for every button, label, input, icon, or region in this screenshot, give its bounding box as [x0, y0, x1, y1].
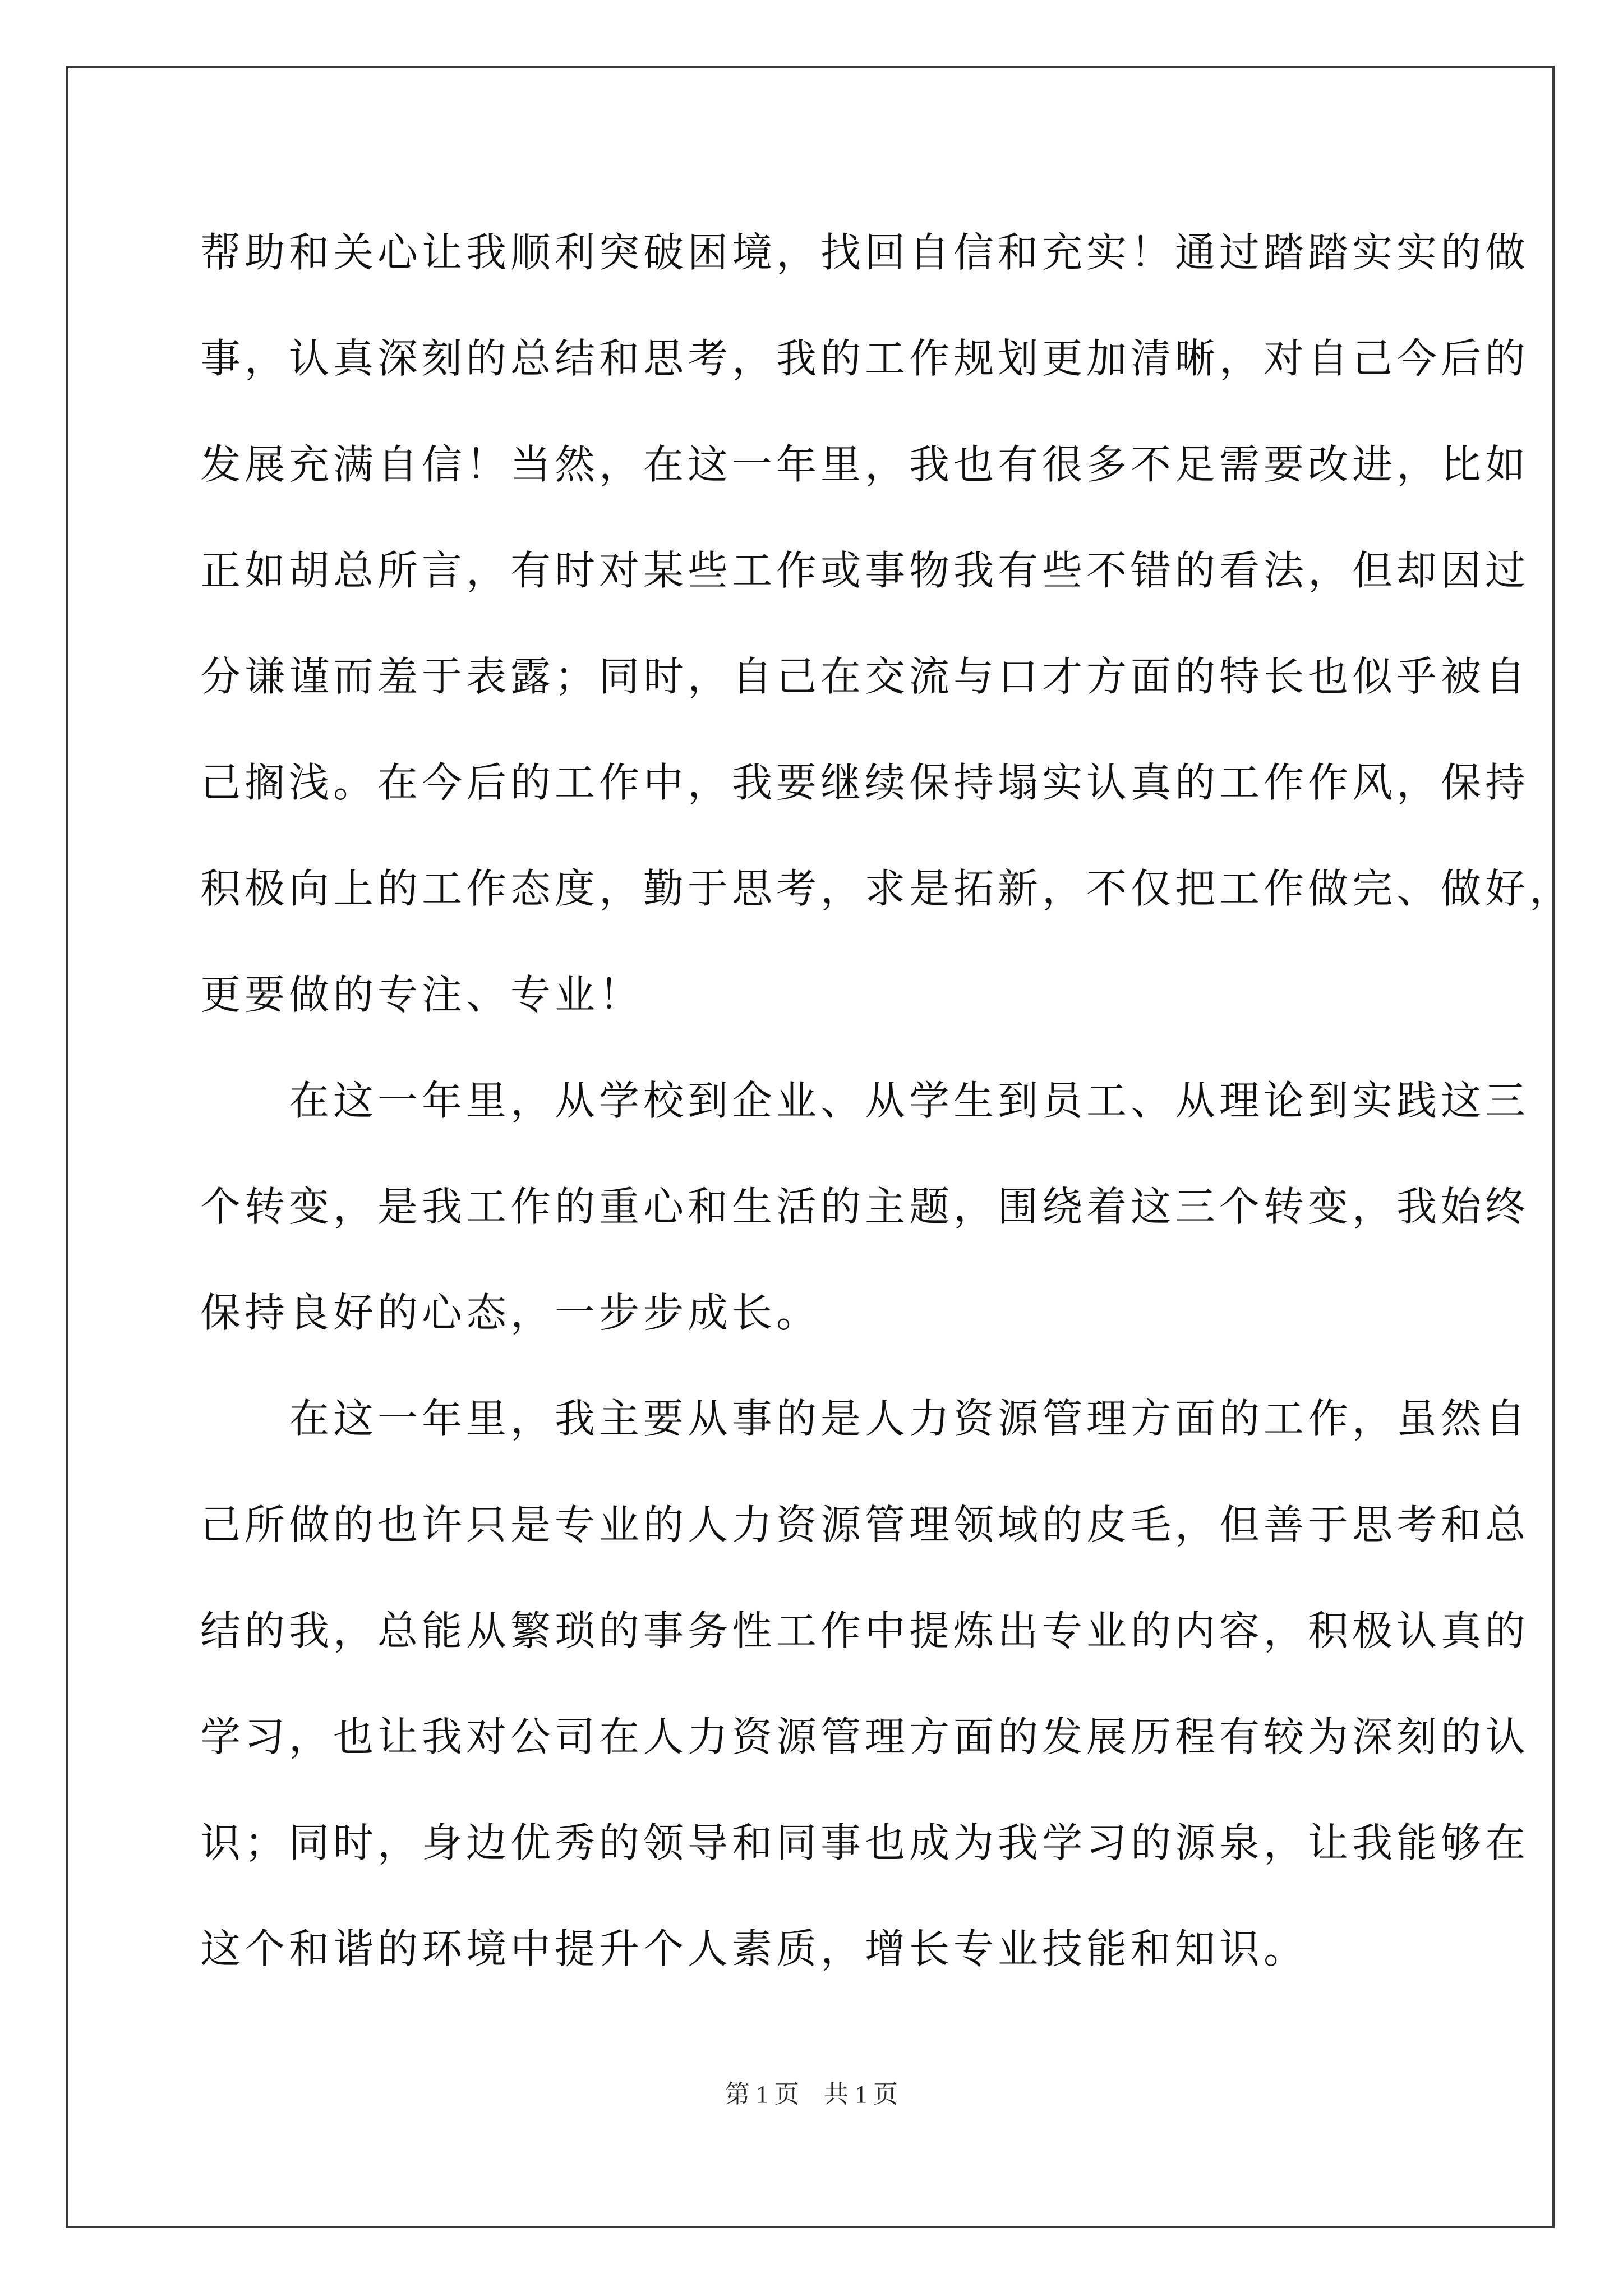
text-line: 结的我，总能从繁琐的事务性工作中提炼出专业的内容，积极认真的 [200, 1607, 1530, 1654]
text-line: 己所做的也许只是专业的人力资源管理领域的皮毛，但善于思考和总 [200, 1501, 1530, 1548]
text-line: 事，认真深刻的总结和思考，我的工作规划更加清晰，对自己今后的 [200, 335, 1530, 382]
text-line: 学习，也让我对公司在人力资源管理方面的发展历程有较为深刻的认 [200, 1713, 1530, 1760]
page-footer [0, 2078, 1623, 2111]
text-line: 这个和谐的环境中提升个人素质，增长专业技能和知识。 [200, 1925, 1308, 1972]
text-line: 发展充满自信！当然，在这一年里，我也有很多不足需要改进，比如 [200, 441, 1530, 488]
text-line: 正如胡总所言，有时对某些工作或事物我有些不错的看法，但却因过 [200, 547, 1530, 594]
text-line: 保持良好的心态，一步步成长。 [200, 1289, 821, 1336]
text-line: 帮助和关心让我顺利突破困境，找回自信和充实！通过踏踏实实的做 [200, 229, 1530, 276]
document-body [200, 212, 1574, 2014]
text-line: 在这一年里，从学校到企业、从学生到员工、从理论到实践这三 [200, 1077, 1530, 1124]
text-line: 己搁浅。在今后的工作中，我要继续保持塌实认真的工作作风，保持 [200, 759, 1530, 806]
text-line: 在这一年里，我主要从事的是人力资源管理方面的工作，虽然自 [200, 1395, 1530, 1442]
page-number: 第 1 页 共 1 页 [725, 2081, 898, 2108]
text-line: 更要做的专注、专业！ [200, 971, 644, 1018]
text-line: 识；同时，身边优秀的领导和同事也成为我学习的源泉，让我能够在 [200, 1819, 1530, 1866]
text-line: 个转变，是我工作的重心和生活的主题，围绕着这三个转变，我始终 [200, 1183, 1530, 1230]
text-line: 积极向上的工作态度，勤于思考，求是拓新，不仅把工作做完、做好， [200, 865, 1574, 912]
text-line: 分谦谨而羞于表露；同时，自己在交流与口才方面的特长也似乎被自 [200, 653, 1530, 700]
